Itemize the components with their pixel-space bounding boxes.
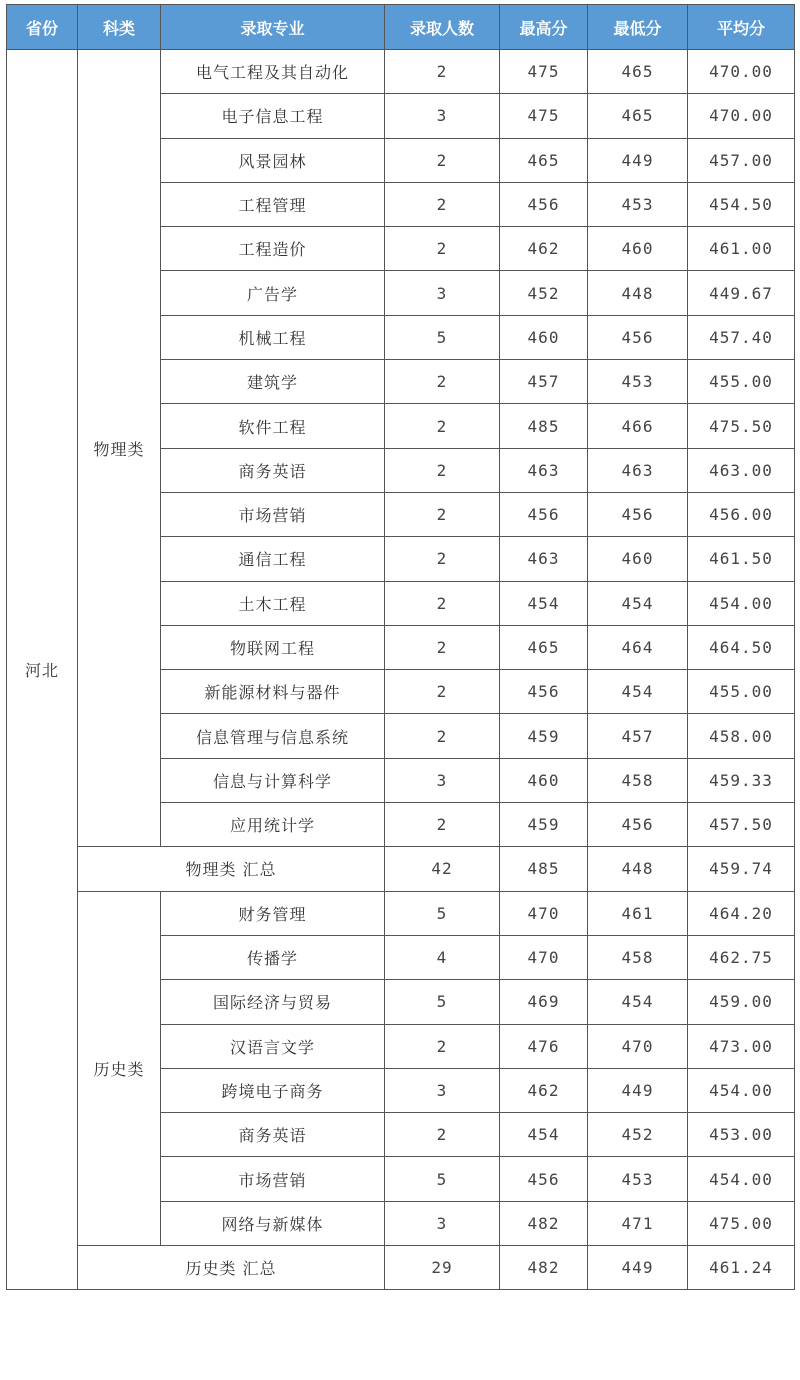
min-score-cell: 470 bbox=[588, 1024, 688, 1068]
table-row bbox=[7, 891, 795, 935]
major-cell: 跨境电子商务 bbox=[161, 1068, 385, 1112]
avg-score-cell: 475.00 bbox=[688, 1201, 795, 1245]
avg-score-cell: 473.00 bbox=[688, 1024, 795, 1068]
min-score-cell: 452 bbox=[588, 1113, 688, 1157]
summary-label-cell: 历史类 汇总 bbox=[78, 1246, 385, 1290]
min-score-cell: 448 bbox=[588, 271, 688, 315]
major-cell: 软件工程 bbox=[161, 404, 385, 448]
max-score-cell: 456 bbox=[500, 492, 588, 536]
max-score-cell: 456 bbox=[500, 1157, 588, 1201]
summary-max-cell: 485 bbox=[500, 847, 588, 891]
summary-avg-cell: 461.24 bbox=[688, 1246, 795, 1290]
avg-score-cell: 462.75 bbox=[688, 935, 795, 979]
max-score-cell: 459 bbox=[500, 803, 588, 847]
header-province: 省份 bbox=[7, 5, 78, 50]
max-score-cell: 452 bbox=[500, 271, 588, 315]
avg-score-cell: 454.00 bbox=[688, 581, 795, 625]
min-score-cell: 449 bbox=[588, 1068, 688, 1112]
max-score-cell: 476 bbox=[500, 1024, 588, 1068]
major-cell: 传播学 bbox=[161, 935, 385, 979]
header-avg-score: 平均分 bbox=[688, 5, 795, 50]
count-cell: 2 bbox=[385, 1113, 500, 1157]
min-score-cell: 453 bbox=[588, 360, 688, 404]
avg-score-cell: 464.50 bbox=[688, 625, 795, 669]
count-cell: 5 bbox=[385, 315, 500, 359]
major-cell: 应用统计学 bbox=[161, 803, 385, 847]
max-score-cell: 462 bbox=[500, 227, 588, 271]
avg-score-cell: 470.00 bbox=[688, 94, 795, 138]
count-cell: 5 bbox=[385, 891, 500, 935]
summary-min-cell: 449 bbox=[588, 1246, 688, 1290]
min-score-cell: 465 bbox=[588, 94, 688, 138]
header-major: 录取专业 bbox=[161, 5, 385, 50]
count-cell: 3 bbox=[385, 1068, 500, 1112]
major-cell: 信息管理与信息系统 bbox=[161, 714, 385, 758]
min-score-cell: 466 bbox=[588, 404, 688, 448]
major-cell: 电气工程及其自动化 bbox=[161, 50, 385, 94]
table-row bbox=[7, 50, 795, 94]
min-score-cell: 460 bbox=[588, 227, 688, 271]
min-score-cell: 456 bbox=[588, 492, 688, 536]
min-score-cell: 458 bbox=[588, 758, 688, 802]
max-score-cell: 463 bbox=[500, 448, 588, 492]
category-cell: 物理类 bbox=[78, 50, 161, 847]
max-score-cell: 465 bbox=[500, 625, 588, 669]
max-score-cell: 475 bbox=[500, 50, 588, 94]
major-cell: 网络与新媒体 bbox=[161, 1201, 385, 1245]
count-cell: 2 bbox=[385, 448, 500, 492]
major-cell: 建筑学 bbox=[161, 360, 385, 404]
table-header-row bbox=[7, 5, 795, 50]
count-cell: 2 bbox=[385, 670, 500, 714]
count-cell: 5 bbox=[385, 1157, 500, 1201]
min-score-cell: 454 bbox=[588, 581, 688, 625]
count-cell: 5 bbox=[385, 980, 500, 1024]
max-score-cell: 482 bbox=[500, 1201, 588, 1245]
category-cell: 历史类 bbox=[78, 891, 161, 1245]
max-score-cell: 460 bbox=[500, 758, 588, 802]
max-score-cell: 457 bbox=[500, 360, 588, 404]
count-cell: 2 bbox=[385, 1024, 500, 1068]
province-cell: 河北 bbox=[7, 50, 78, 1290]
min-score-cell: 456 bbox=[588, 803, 688, 847]
major-cell: 新能源材料与器件 bbox=[161, 670, 385, 714]
min-score-cell: 454 bbox=[588, 980, 688, 1024]
count-cell: 3 bbox=[385, 271, 500, 315]
major-cell: 广告学 bbox=[161, 271, 385, 315]
summary-label-cell: 物理类 汇总 bbox=[78, 847, 385, 891]
header-category: 科类 bbox=[78, 5, 161, 50]
avg-score-cell: 459.00 bbox=[688, 980, 795, 1024]
admission-score-table bbox=[6, 4, 795, 1290]
count-cell: 2 bbox=[385, 492, 500, 536]
avg-score-cell: 455.00 bbox=[688, 360, 795, 404]
avg-score-cell: 455.00 bbox=[688, 670, 795, 714]
major-cell: 物联网工程 bbox=[161, 625, 385, 669]
avg-score-cell: 454.00 bbox=[688, 1068, 795, 1112]
avg-score-cell: 475.50 bbox=[688, 404, 795, 448]
count-cell: 3 bbox=[385, 758, 500, 802]
count-cell: 4 bbox=[385, 935, 500, 979]
max-score-cell: 462 bbox=[500, 1068, 588, 1112]
avg-score-cell: 461.00 bbox=[688, 227, 795, 271]
min-score-cell: 463 bbox=[588, 448, 688, 492]
count-cell: 2 bbox=[385, 714, 500, 758]
header-min-score: 最低分 bbox=[588, 5, 688, 50]
major-cell: 汉语言文学 bbox=[161, 1024, 385, 1068]
avg-score-cell: 464.20 bbox=[688, 891, 795, 935]
max-score-cell: 456 bbox=[500, 670, 588, 714]
summary-row bbox=[7, 847, 795, 891]
max-score-cell: 470 bbox=[500, 935, 588, 979]
summary-count-cell: 29 bbox=[385, 1246, 500, 1290]
major-cell: 风景园林 bbox=[161, 138, 385, 182]
avg-score-cell: 459.33 bbox=[688, 758, 795, 802]
header-admitted-count: 录取人数 bbox=[385, 5, 500, 50]
min-score-cell: 471 bbox=[588, 1201, 688, 1245]
summary-row bbox=[7, 1246, 795, 1290]
avg-score-cell: 453.00 bbox=[688, 1113, 795, 1157]
major-cell: 商务英语 bbox=[161, 1113, 385, 1157]
max-score-cell: 469 bbox=[500, 980, 588, 1024]
major-cell: 土木工程 bbox=[161, 581, 385, 625]
major-cell: 商务英语 bbox=[161, 448, 385, 492]
max-score-cell: 460 bbox=[500, 315, 588, 359]
header-max-score: 最高分 bbox=[500, 5, 588, 50]
count-cell: 2 bbox=[385, 803, 500, 847]
min-score-cell: 461 bbox=[588, 891, 688, 935]
avg-score-cell: 463.00 bbox=[688, 448, 795, 492]
max-score-cell: 454 bbox=[500, 1113, 588, 1157]
min-score-cell: 460 bbox=[588, 537, 688, 581]
max-score-cell: 463 bbox=[500, 537, 588, 581]
avg-score-cell: 461.50 bbox=[688, 537, 795, 581]
count-cell: 2 bbox=[385, 138, 500, 182]
max-score-cell: 454 bbox=[500, 581, 588, 625]
min-score-cell: 464 bbox=[588, 625, 688, 669]
min-score-cell: 453 bbox=[588, 182, 688, 226]
max-score-cell: 456 bbox=[500, 182, 588, 226]
avg-score-cell: 457.50 bbox=[688, 803, 795, 847]
min-score-cell: 454 bbox=[588, 670, 688, 714]
major-cell: 市场营销 bbox=[161, 1157, 385, 1201]
count-cell: 2 bbox=[385, 404, 500, 448]
max-score-cell: 485 bbox=[500, 404, 588, 448]
avg-score-cell: 457.40 bbox=[688, 315, 795, 359]
summary-avg-cell: 459.74 bbox=[688, 847, 795, 891]
avg-score-cell: 449.67 bbox=[688, 271, 795, 315]
min-score-cell: 458 bbox=[588, 935, 688, 979]
min-score-cell: 456 bbox=[588, 315, 688, 359]
major-cell: 通信工程 bbox=[161, 537, 385, 581]
major-cell: 机械工程 bbox=[161, 315, 385, 359]
avg-score-cell: 454.00 bbox=[688, 1157, 795, 1201]
summary-count-cell: 42 bbox=[385, 847, 500, 891]
count-cell: 2 bbox=[385, 50, 500, 94]
max-score-cell: 470 bbox=[500, 891, 588, 935]
min-score-cell: 457 bbox=[588, 714, 688, 758]
count-cell: 3 bbox=[385, 94, 500, 138]
count-cell: 2 bbox=[385, 625, 500, 669]
min-score-cell: 449 bbox=[588, 138, 688, 182]
max-score-cell: 459 bbox=[500, 714, 588, 758]
table-body bbox=[7, 50, 795, 1290]
count-cell: 2 bbox=[385, 581, 500, 625]
major-cell: 市场营销 bbox=[161, 492, 385, 536]
count-cell: 2 bbox=[385, 537, 500, 581]
major-cell: 信息与计算科学 bbox=[161, 758, 385, 802]
avg-score-cell: 470.00 bbox=[688, 50, 795, 94]
summary-max-cell: 482 bbox=[500, 1246, 588, 1290]
min-score-cell: 453 bbox=[588, 1157, 688, 1201]
major-cell: 财务管理 bbox=[161, 891, 385, 935]
avg-score-cell: 454.50 bbox=[688, 182, 795, 226]
major-cell: 国际经济与贸易 bbox=[161, 980, 385, 1024]
major-cell: 工程造价 bbox=[161, 227, 385, 271]
count-cell: 2 bbox=[385, 227, 500, 271]
avg-score-cell: 456.00 bbox=[688, 492, 795, 536]
major-cell: 工程管理 bbox=[161, 182, 385, 226]
summary-min-cell: 448 bbox=[588, 847, 688, 891]
count-cell: 2 bbox=[385, 360, 500, 404]
avg-score-cell: 457.00 bbox=[688, 138, 795, 182]
min-score-cell: 465 bbox=[588, 50, 688, 94]
max-score-cell: 465 bbox=[500, 138, 588, 182]
avg-score-cell: 458.00 bbox=[688, 714, 795, 758]
count-cell: 3 bbox=[385, 1201, 500, 1245]
max-score-cell: 475 bbox=[500, 94, 588, 138]
count-cell: 2 bbox=[385, 182, 500, 226]
major-cell: 电子信息工程 bbox=[161, 94, 385, 138]
